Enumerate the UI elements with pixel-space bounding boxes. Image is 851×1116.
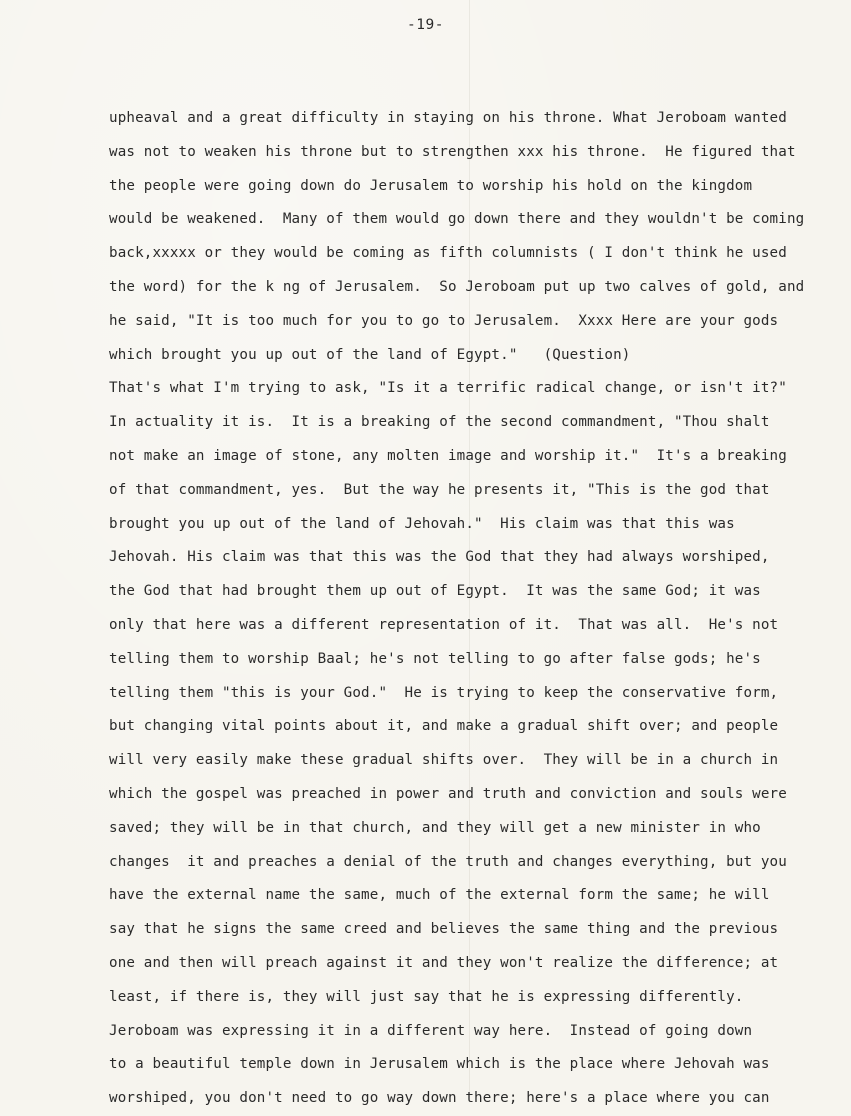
text-line: Jeroboam was expressing it in a different way here. Instead of going down	[109, 1022, 753, 1039]
text-line: brought you up out of the land of Jehovah." His claim was that this was	[109, 515, 735, 532]
text-line: one and then will preach against it and they won't realize the difference; at	[109, 954, 779, 971]
text-line: say that he signs the same creed and believes the same thing and the previous	[109, 921, 779, 938]
text-line: but changing vital points about it, and make a gradual shift over; and people	[109, 718, 779, 735]
text-line: Jehovah. His claim was that this was the God that they had always worshiped,	[109, 549, 770, 566]
text-line: worshiped, you don't need to go way down there; here's a place where you can	[109, 1090, 770, 1107]
text-line: That's what I'm trying to ask, "Is it a terrific radical change, or isn't it?"	[109, 380, 787, 397]
text-line: which the gospel was preached in power and truth and conviction and souls were	[109, 785, 787, 802]
text-line: the God that had brought them up out of Egypt. It was the same God; it was	[109, 583, 761, 600]
text-line: the people were going down do Jerusalem to worship his hold on the kingdom	[109, 177, 753, 194]
text-line: of that commandment, yes. But the way he presents it, "This is the god that	[109, 481, 770, 498]
body-text	[109, 102, 809, 1116]
text-line: telling them to worship Baal; he's not telling to go after false gods; he's	[109, 650, 761, 667]
text-line: back,xxxxx or they would be coming as fifth columnists ( I don't think he used	[109, 245, 787, 262]
text-line: have the external name the same, much of the external form the same; he will	[109, 887, 770, 904]
text-line: saved; they will be in that church, and they will get a new minister in who	[109, 819, 761, 836]
text-line: changes it and preaches a denial of the truth and changes everything, but you	[109, 853, 787, 870]
text-line: telling them "this is your God." He is trying to keep the conservative form,	[109, 684, 779, 701]
text-line: would be weakened. Many of them would go down there and they wouldn't be coming	[109, 211, 805, 228]
text-line: only that here was a different representation of it. That was all. He's not	[109, 616, 779, 633]
text-line: the word) for the k ng of Jerusalem. So Jeroboam put up two calves of gold, and	[109, 278, 805, 295]
page-number: -19-	[407, 17, 444, 33]
text-line: least, if there is, they will just say that he is expressing differently.	[109, 988, 744, 1005]
text-line: was not to weaken his throne but to strengthen xxx his throne. He figured that	[109, 143, 796, 160]
text-line: upheaval and a great difficulty in staying on his throne. What Jeroboam wanted	[109, 110, 787, 126]
text-line: which brought you up out of the land of Egypt." (Question)	[109, 346, 631, 363]
text-line: not make an image of stone, any molten image and worship it." It's a breaking	[109, 447, 787, 464]
text-line: will very easily make these gradual shifts over. They will be in a church in	[109, 752, 779, 769]
text-line: In actuality it is. It is a breaking of the second commandment, "Thou shalt	[109, 414, 770, 431]
text-line: he said, "It is too much for you to go to Jerusalem. Xxxx Here are your gods	[109, 312, 779, 329]
text-line: to a beautiful temple down in Jerusalem which is the place where Jehovah was	[109, 1056, 770, 1073]
